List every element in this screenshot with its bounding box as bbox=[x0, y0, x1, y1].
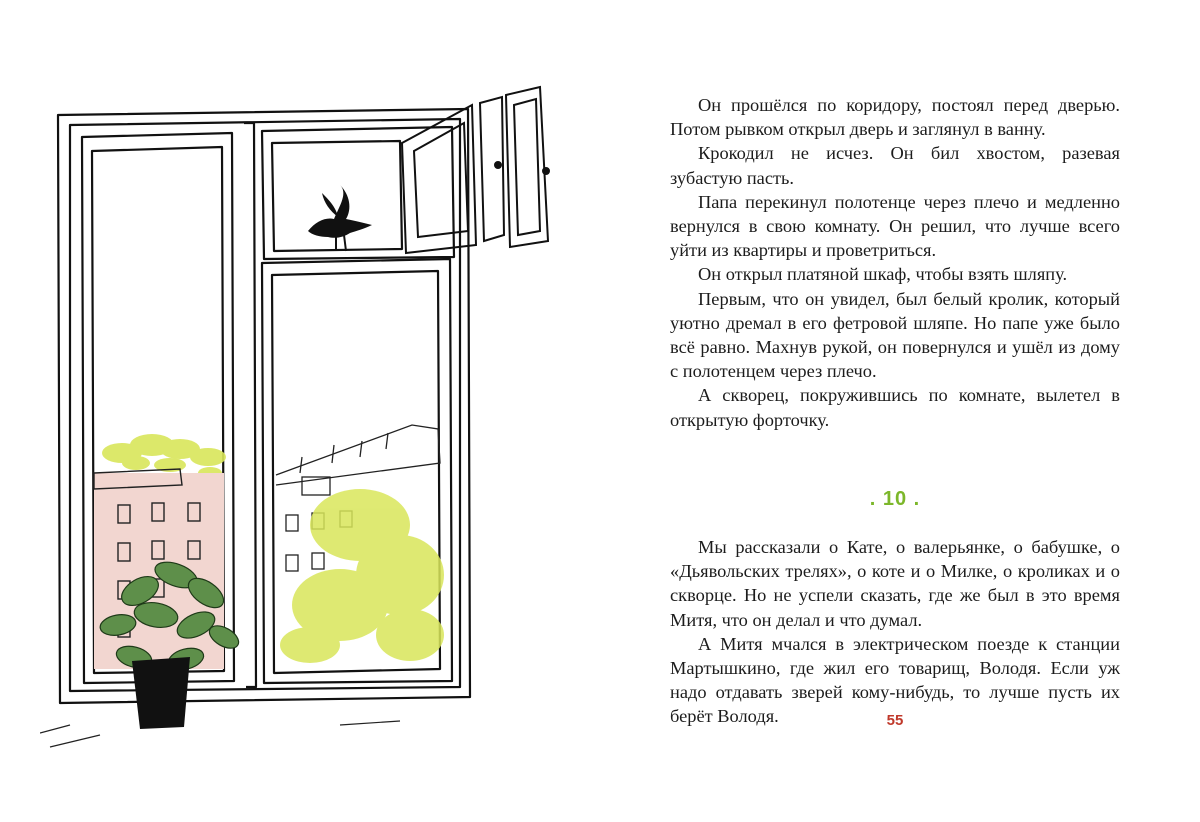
paragraph: Мы рассказали о Кате, о валерьянке, о бабушке, о «Дьявольских трелях», о коте и о Милке, о кроликах и о скворце. Но не успели сказать, где же был в это время Митя, что он делал и что думал. bbox=[670, 537, 1120, 630]
paragraph: Папа перекинул полотенце через плечо и медленно вернулся в свою комнату. Он решил, что лучше всего уйти из квартиры и проветриться. bbox=[670, 191, 1120, 261]
paragraph: Первым, что он увидел, был белый кролик, который уютно дремал в его фетровой шляпе. Но папе уже было всё равно. Махнув рукой, он повернулся и ушёл из дому с полотенцем через плечо. bbox=[670, 288, 1120, 382]
sill-strokes bbox=[40, 721, 400, 747]
crow-icon bbox=[308, 185, 372, 251]
text-column bbox=[670, 93, 1120, 729]
page-number: 55 bbox=[886, 712, 904, 729]
trees-right bbox=[280, 489, 444, 663]
paragraph: Он открыл платяной шкаф, чтобы взять шляпу. bbox=[698, 264, 1068, 285]
chapter-number: . 10 . bbox=[869, 487, 921, 510]
window-illustration bbox=[40, 85, 580, 755]
paragraph: Крокодил не исчез. Он бил хвостом, разевая зубастую пасть. bbox=[670, 143, 1120, 188]
paragraph: А Митя мчался в электрическом поезде к станции Мартышкино, где жил его товарищ, Володя. Если уж надо отдавать зверей кому-нибудь, то лучше пусть их берёт Володя. bbox=[670, 633, 1120, 727]
open-fortochka bbox=[402, 87, 549, 253]
paragraph: Он прошёлся по коридору, постоял перед дверью. Потом рывком открыл дверь и заглянул в ванну. bbox=[670, 95, 1120, 140]
paragraph: А скворец, покружившись по комнате, вылетел в открытую форточку. bbox=[670, 385, 1120, 430]
